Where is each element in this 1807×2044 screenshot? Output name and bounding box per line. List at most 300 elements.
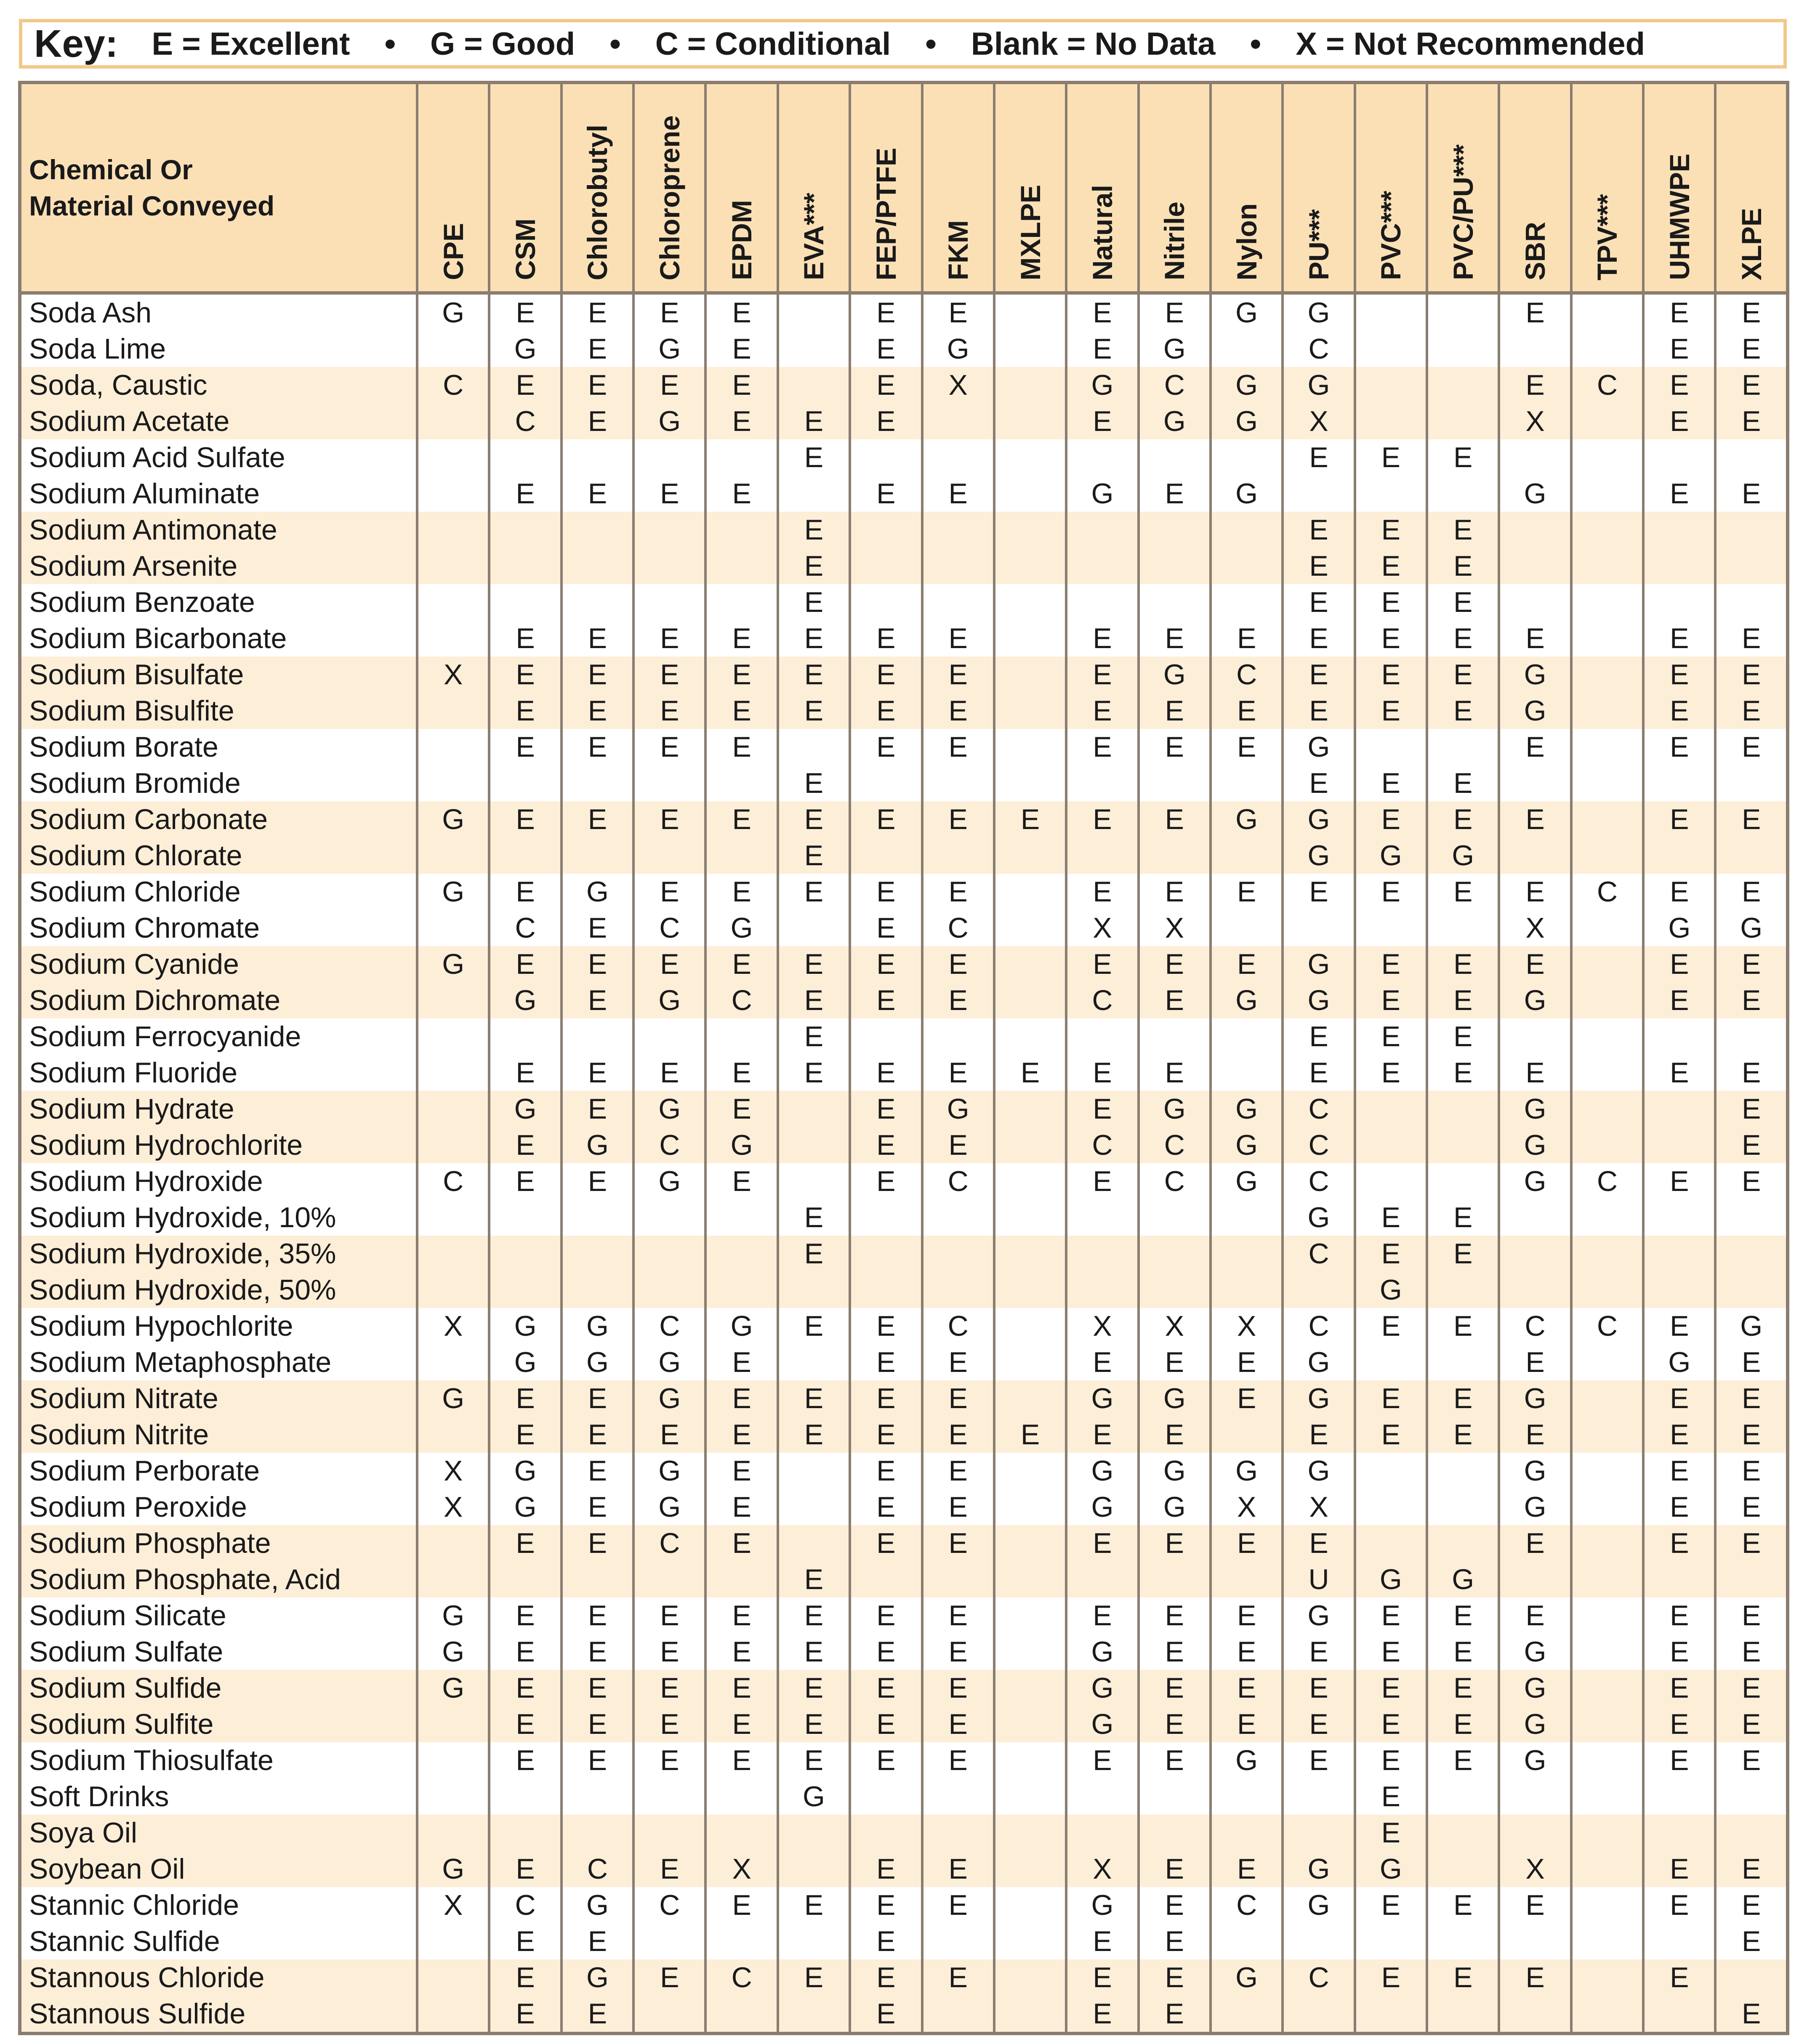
rating-cell: E: [1715, 693, 1788, 729]
rating-cell: E: [705, 620, 777, 657]
table-row: [20, 1561, 1788, 1597]
rating-cell: E: [705, 331, 777, 367]
rating-cell: [994, 1959, 1066, 1996]
rating-cell: [1571, 620, 1643, 657]
rating-cell: G: [562, 1308, 633, 1344]
rating-cell: [1066, 1815, 1138, 1851]
table-row: [20, 729, 1788, 765]
rating-cell: [922, 548, 994, 584]
rating-cell: E: [1066, 293, 1138, 331]
rating-cell: E: [1427, 1959, 1499, 1996]
material-column-label: UHMWPE: [1663, 154, 1695, 280]
rating-cell: E: [922, 1489, 994, 1525]
table-row: [20, 1308, 1788, 1344]
rating-cell: E: [922, 1634, 994, 1670]
rating-cell: E: [850, 693, 922, 729]
table-row: [20, 1236, 1788, 1272]
material-column-header: [417, 82, 489, 293]
rating-cell: E: [562, 1597, 633, 1634]
rating-cell: C: [1283, 1163, 1355, 1199]
rating-cell: G: [1715, 910, 1788, 946]
key-title: Key:: [34, 22, 118, 65]
rating-cell: E: [1715, 946, 1788, 982]
rating-cell: E: [1499, 620, 1571, 657]
rating-cell: [1571, 1670, 1643, 1706]
rating-cell: [994, 1272, 1066, 1308]
rating-cell: [1571, 765, 1643, 801]
rating-cell: [1715, 1236, 1788, 1272]
rating-cell: G: [1283, 1380, 1355, 1417]
material-column-label: Natural: [1086, 184, 1118, 280]
rating-cell: G: [1355, 1272, 1427, 1308]
rating-cell: E: [1715, 331, 1788, 367]
table-row: [20, 584, 1788, 620]
table-row: [20, 1417, 1788, 1453]
rating-cell: [994, 657, 1066, 693]
rating-cell: E: [1715, 801, 1788, 837]
rating-cell: E: [1643, 1959, 1715, 1996]
rating-cell: E: [1643, 1597, 1715, 1634]
rating-cell: E: [489, 1959, 561, 1996]
rating-cell: [633, 584, 705, 620]
rating-cell: [417, 1127, 489, 1163]
rating-cell: [1355, 1163, 1427, 1199]
rating-cell: [922, 1272, 994, 1308]
chemical-name: Sodium Bicarbonate: [29, 622, 287, 654]
rating-cell: [778, 367, 850, 403]
rating-cell: E: [1643, 1055, 1715, 1091]
rating-cell: E: [922, 982, 994, 1018]
rating-cell: [1643, 837, 1715, 874]
chemical-name: Sodium Nitrite: [20, 1417, 417, 1453]
rating-cell: E: [778, 1236, 850, 1272]
rating-cell: E: [1211, 1706, 1283, 1742]
rating-cell: [1355, 331, 1427, 367]
rating-cell: E: [705, 1742, 777, 1778]
rating-cell: [994, 982, 1066, 1018]
rating-cell: [1211, 1236, 1283, 1272]
rating-cell: E: [850, 476, 922, 512]
rating-cell: E: [1715, 874, 1788, 910]
table-row: [20, 1597, 1788, 1634]
rating-cell: E: [1427, 1670, 1499, 1706]
rating-cell: [705, 584, 777, 620]
material-column-header: [850, 82, 922, 293]
rating-cell: [1571, 657, 1643, 693]
rating-cell: E: [1283, 1525, 1355, 1561]
rating-cell: [417, 1199, 489, 1236]
rating-cell: [778, 1453, 850, 1489]
rating-cell: E: [1715, 1851, 1788, 1887]
rating-cell: [1715, 512, 1788, 548]
material-column-label: CPE: [437, 223, 469, 280]
rating-cell: [778, 910, 850, 946]
rating-cell: [417, 476, 489, 512]
rating-cell: E: [1139, 1670, 1211, 1706]
rating-cell: E: [1355, 1055, 1427, 1091]
rating-cell: G: [489, 331, 561, 367]
rating-cell: [1427, 403, 1499, 439]
rating-cell: [705, 837, 777, 874]
rating-cell: G: [489, 1091, 561, 1127]
rating-cell: E: [850, 1163, 922, 1199]
rating-cell: [1715, 1778, 1788, 1815]
rating-cell: E: [1211, 1380, 1283, 1417]
rating-cell: E: [562, 403, 633, 439]
rating-cell: E: [562, 946, 633, 982]
rating-cell: E: [633, 874, 705, 910]
rating-cell: [633, 1815, 705, 1851]
rating-cell: E: [633, 729, 705, 765]
rating-cell: E: [1499, 293, 1571, 331]
rating-cell: E: [1283, 439, 1355, 476]
rating-cell: E: [1139, 1887, 1211, 1923]
rating-cell: [1139, 837, 1211, 874]
rating-cell: E: [1139, 801, 1211, 837]
rating-cell: E: [1139, 1344, 1211, 1380]
rating-cell: E: [705, 729, 777, 765]
material-column-label: EPDM: [726, 200, 758, 280]
material-column-label: Chloroprene: [654, 115, 685, 280]
rating-cell: E: [1427, 1308, 1499, 1344]
rating-cell: X: [1211, 1489, 1283, 1525]
rating-cell: [1499, 1236, 1571, 1272]
rating-cell: E: [1427, 512, 1499, 548]
rating-cell: [1283, 1272, 1355, 1308]
table-row: [20, 1923, 1788, 1959]
rating-cell: [1427, 729, 1499, 765]
rating-cell: E: [1643, 1742, 1715, 1778]
rating-cell: C: [562, 1851, 633, 1887]
rating-cell: C: [1571, 367, 1643, 403]
rating-cell: E: [562, 801, 633, 837]
rating-cell: E: [1283, 1417, 1355, 1453]
rating-cell: G: [633, 982, 705, 1018]
rating-cell: [1211, 910, 1283, 946]
rating-cell: E: [633, 476, 705, 512]
rating-cell: [1571, 982, 1643, 1018]
rating-cell: G: [489, 982, 561, 1018]
material-column-label: Chlorobutyl: [582, 124, 613, 280]
rating-cell: [994, 693, 1066, 729]
rating-cell: G: [633, 1489, 705, 1525]
rating-cell: [994, 1091, 1066, 1127]
rating-cell: E: [1715, 729, 1788, 765]
rating-cell: [489, 439, 561, 476]
rating-cell: E: [1139, 946, 1211, 982]
rating-cell: E: [778, 548, 850, 584]
table-row: [20, 982, 1788, 1018]
rating-cell: G: [1499, 1489, 1571, 1525]
rating-cell: [1139, 1236, 1211, 1272]
rating-cell: E: [489, 1670, 561, 1706]
rating-cell: [1427, 1923, 1499, 1959]
rating-cell: E: [1283, 1706, 1355, 1742]
table-row: [20, 548, 1788, 584]
rating-cell: E: [1643, 1380, 1715, 1417]
rating-cell: C: [1499, 1308, 1571, 1344]
rating-cell: E: [922, 729, 994, 765]
rating-cell: E: [1355, 982, 1427, 1018]
rating-cell: [1571, 837, 1643, 874]
rating-cell: [1571, 1851, 1643, 1887]
rating-cell: [1499, 1996, 1571, 2033]
rating-cell: [1643, 765, 1715, 801]
rating-cell: [850, 1561, 922, 1597]
rating-cell: [994, 1525, 1066, 1561]
table-row: [20, 1996, 1788, 2033]
chemical-name: Sodium Benzoate: [29, 586, 255, 618]
rating-cell: E: [1715, 1127, 1788, 1163]
rating-cell: [994, 403, 1066, 439]
rating-cell: E: [1643, 620, 1715, 657]
material-column-header: [1427, 82, 1499, 293]
rating-cell: [1283, 1923, 1355, 1959]
rating-cell: E: [1066, 1344, 1138, 1380]
rating-cell: E: [1499, 874, 1571, 910]
rating-cell: [994, 1453, 1066, 1489]
rating-cell: [994, 946, 1066, 982]
rating-cell: [633, 1778, 705, 1815]
rating-cell: [562, 765, 633, 801]
rating-cell: G: [922, 1091, 994, 1127]
rating-cell: [1427, 1815, 1499, 1851]
rating-cell: E: [778, 1597, 850, 1634]
rating-cell: [1139, 584, 1211, 620]
rating-cell: [1355, 403, 1427, 439]
rating-cell: E: [1283, 584, 1355, 620]
rating-cell: E: [850, 1055, 922, 1091]
rating-cell: E: [1715, 1634, 1788, 1670]
rating-cell: [1571, 476, 1643, 512]
chemical-name: Sodium Chloride: [29, 876, 241, 908]
rating-cell: E: [1427, 657, 1499, 693]
rating-cell: C: [1283, 1959, 1355, 1996]
rating-cell: E: [1715, 1344, 1788, 1380]
rating-cell: E: [633, 946, 705, 982]
rating-cell: G: [1066, 1380, 1138, 1417]
rating-cell: E: [1715, 1996, 1788, 2033]
rating-cell: G: [489, 1308, 561, 1344]
rating-cell: [1571, 946, 1643, 982]
rating-cell: E: [850, 620, 922, 657]
rating-cell: E: [562, 476, 633, 512]
table-row: [20, 403, 1788, 439]
rating-cell: E: [489, 1055, 561, 1091]
material-column-label: FKM: [942, 220, 974, 280]
rating-cell: [1211, 512, 1283, 548]
rating-cell: E: [1355, 693, 1427, 729]
rating-cell: E: [562, 982, 633, 1018]
rating-cell: E: [1427, 982, 1499, 1018]
rating-cell: [417, 910, 489, 946]
rating-cell: E: [562, 1634, 633, 1670]
rating-cell: G: [1283, 1453, 1355, 1489]
rating-cell: [1355, 1453, 1427, 1489]
rating-cell: E: [922, 946, 994, 982]
rating-cell: E: [1355, 1706, 1427, 1742]
rating-cell: E: [922, 657, 994, 693]
rating-cell: E: [489, 367, 561, 403]
rating-cell: G: [1355, 1561, 1427, 1597]
rating-cell: E: [1427, 548, 1499, 584]
rating-cell: E: [1283, 1670, 1355, 1706]
rating-cell: [994, 548, 1066, 584]
rating-cell: G: [1355, 1851, 1427, 1887]
rating-cell: G: [1139, 331, 1211, 367]
rating-cell: [1427, 293, 1499, 331]
rating-cell: [1715, 1815, 1788, 1851]
rating-cell: [705, 1561, 777, 1597]
rating-cell: [778, 293, 850, 331]
rating-cell: [417, 403, 489, 439]
rating-cell: G: [1499, 982, 1571, 1018]
rating-cell: E: [1643, 331, 1715, 367]
rating-cell: [850, 1272, 922, 1308]
table-row: [20, 1887, 1788, 1923]
rating-cell: E: [1427, 1634, 1499, 1670]
rating-cell: [1355, 1344, 1427, 1380]
rating-cell: E: [850, 1127, 922, 1163]
chemical-name: Sodium Aluminate: [29, 478, 260, 510]
rating-cell: E: [850, 1634, 922, 1670]
rating-cell: G: [1211, 1959, 1283, 1996]
rating-cell: [633, 765, 705, 801]
rating-cell: G: [417, 946, 489, 982]
rating-cell: E: [922, 1453, 994, 1489]
rating-cell: C: [1283, 1091, 1355, 1127]
rating-cell: E: [1066, 1417, 1138, 1453]
rating-cell: X: [417, 1887, 489, 1923]
rating-cell: [1571, 1923, 1643, 1959]
rating-cell: [1427, 1091, 1499, 1127]
rating-cell: [778, 1923, 850, 1959]
rating-cell: E: [1715, 1489, 1788, 1525]
material-column-header: [1211, 82, 1283, 293]
rating-cell: [1571, 1091, 1643, 1127]
rating-cell: E: [1139, 874, 1211, 910]
rating-cell: E: [1211, 946, 1283, 982]
rating-cell: [1715, 1199, 1788, 1236]
rating-cell: [1643, 1018, 1715, 1055]
rating-cell: [1571, 910, 1643, 946]
rating-cell: [417, 1525, 489, 1561]
rating-cell: G: [1715, 1308, 1788, 1344]
rating-cell: G: [1283, 293, 1355, 331]
rating-cell: [562, 1561, 633, 1597]
rating-cell: [1571, 1055, 1643, 1091]
rating-cell: [633, 1996, 705, 2033]
rating-cell: E: [562, 1525, 633, 1561]
rating-cell: G: [489, 1489, 561, 1525]
rating-cell: E: [1643, 1163, 1715, 1199]
rating-cell: E: [1427, 1018, 1499, 1055]
rating-cell: X: [705, 1851, 777, 1887]
rating-cell: [489, 1778, 561, 1815]
key-conditional: C = Conditional: [655, 26, 891, 62]
rating-cell: [489, 1272, 561, 1308]
rating-cell: E: [778, 837, 850, 874]
rating-cell: [994, 1742, 1066, 1778]
rating-cell: G: [1211, 801, 1283, 837]
rating-cell: E: [1066, 1525, 1138, 1561]
rating-cell: X: [1499, 403, 1571, 439]
table-row: [20, 331, 1788, 367]
table-row: [20, 1272, 1788, 1308]
rating-cell: E: [1643, 476, 1715, 512]
key-good: G = Good: [430, 26, 575, 62]
rating-cell: [1139, 1815, 1211, 1851]
rating-cell: [1571, 1887, 1643, 1923]
rating-cell: G: [705, 1308, 777, 1344]
rating-cell: [1427, 1489, 1499, 1525]
rating-cell: E: [994, 1417, 1066, 1453]
rating-cell: [1499, 439, 1571, 476]
rating-cell: [850, 548, 922, 584]
rating-cell: [417, 1923, 489, 1959]
rating-cell: [1355, 729, 1427, 765]
rating-cell: [1427, 1272, 1499, 1308]
rating-cell: E: [1499, 1344, 1571, 1380]
rating-cell: [1571, 293, 1643, 331]
rating-cell: G: [562, 1887, 633, 1923]
rating-cell: E: [1715, 1923, 1788, 1959]
rating-cell: [1211, 1199, 1283, 1236]
rating-cell: E: [850, 1091, 922, 1127]
chemical-name: Sodium Borate: [29, 731, 218, 763]
rating-cell: [1066, 584, 1138, 620]
rating-cell: [1283, 1778, 1355, 1815]
rating-cell: E: [489, 1706, 561, 1742]
rating-cell: [705, 1815, 777, 1851]
rating-cell: [994, 1127, 1066, 1163]
rating-cell: G: [633, 1091, 705, 1127]
rating-cell: C: [417, 367, 489, 403]
rating-cell: [850, 765, 922, 801]
rating-cell: E: [705, 1380, 777, 1417]
material-column-label: Nylon: [1231, 203, 1262, 280]
table-row: [20, 512, 1788, 548]
rating-cell: E: [1139, 693, 1211, 729]
rating-cell: [922, 1815, 994, 1851]
rating-cell: E: [1715, 1670, 1788, 1706]
rating-cell: G: [1211, 1127, 1283, 1163]
rating-cell: [1139, 439, 1211, 476]
material-column-label: FEP/PTFE: [870, 147, 902, 280]
rating-cell: G: [1499, 1453, 1571, 1489]
rating-cell: [778, 331, 850, 367]
rating-cell: [417, 1236, 489, 1272]
rating-cell: [562, 1778, 633, 1815]
rating-cell: [1715, 548, 1788, 584]
chemical-resistance-table: [18, 81, 1789, 2035]
rating-cell: E: [778, 982, 850, 1018]
rating-cell: E: [1715, 1706, 1788, 1742]
rating-cell: [778, 1996, 850, 2033]
rating-cell: E: [489, 657, 561, 693]
rating-cell: E: [1643, 946, 1715, 982]
table-row: [20, 946, 1788, 982]
table-row: [20, 1453, 1788, 1489]
rating-cell: E: [1499, 1417, 1571, 1453]
rating-cell: E: [850, 1489, 922, 1525]
rating-cell: [1211, 439, 1283, 476]
rating-cell: [562, 1199, 633, 1236]
rating-cell: E: [1211, 620, 1283, 657]
rating-cell: [1499, 837, 1571, 874]
rating-cell: E: [1139, 293, 1211, 331]
rating-cell: E: [850, 657, 922, 693]
